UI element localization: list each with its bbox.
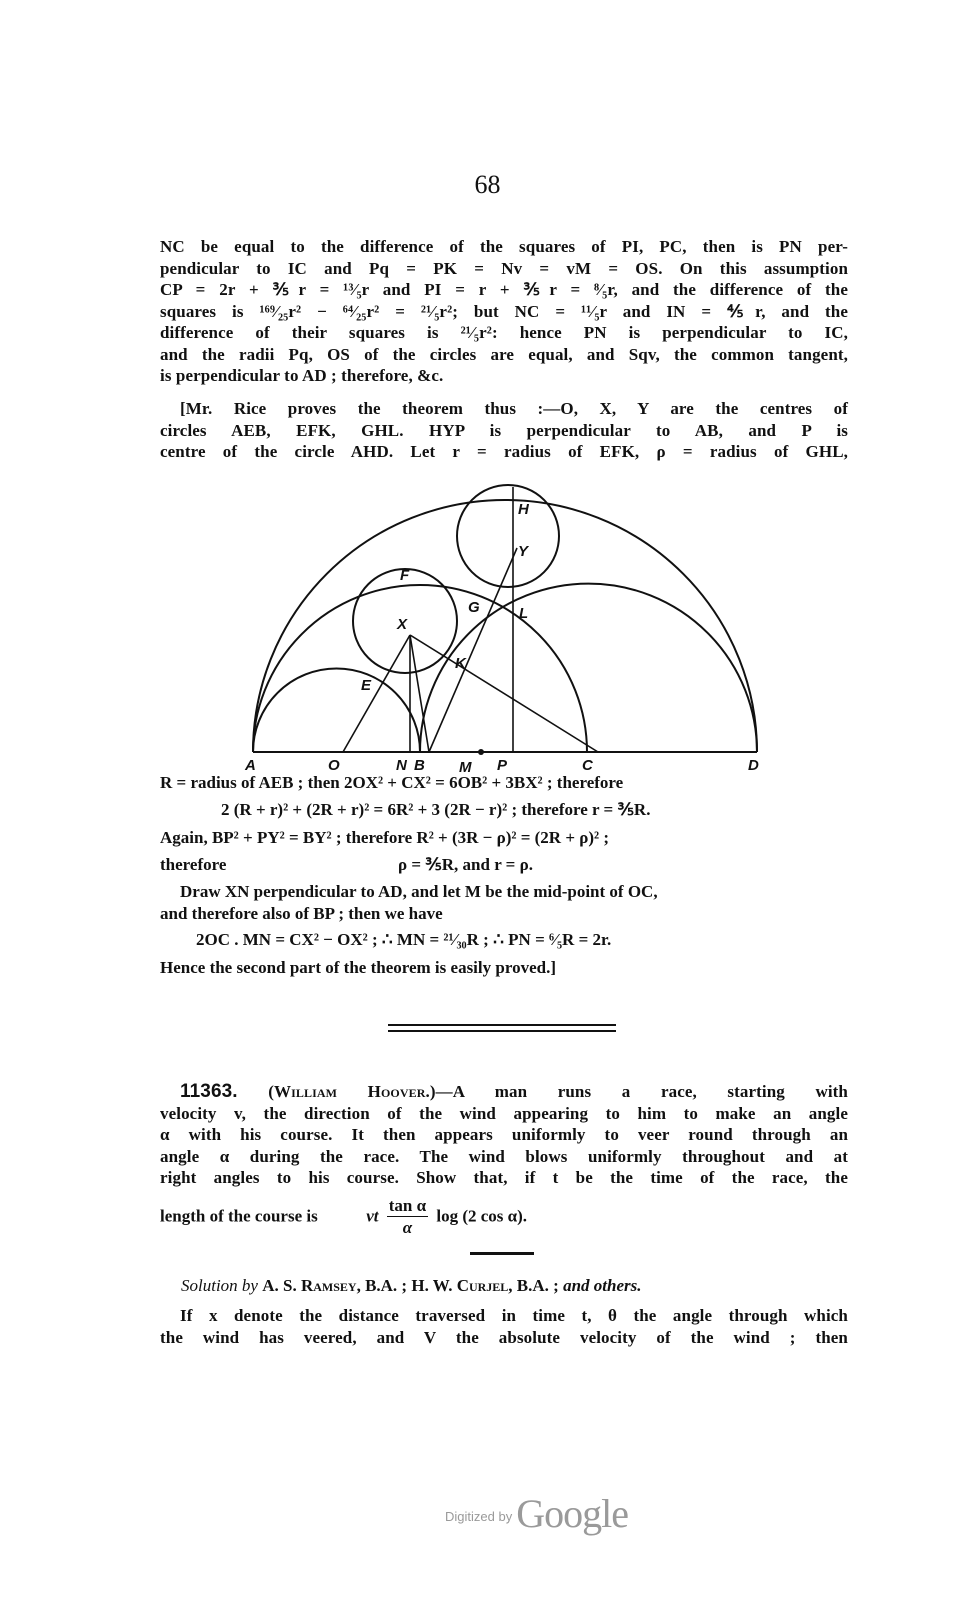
text-line: is perpendicular to AD ; therefore, &c. [160, 366, 444, 385]
solution-authors: A. S. Ramsey, B.A. ; H. W. Curjel, B.A. ; [262, 1276, 559, 1295]
line-OX [343, 635, 410, 752]
text-line-6: and therefore also of BP ; then we have [160, 904, 443, 923]
label-C: C [582, 757, 593, 774]
semicircle-AHD [253, 500, 757, 752]
short-rule [470, 1252, 534, 1255]
line-BY [429, 548, 517, 752]
equation-line-3: Again, BP² + PY² = BY² ; therefore R² + (3R − ρ)² = (2R + ρ)² ; [160, 828, 610, 847]
geometry-diagram [0, 0, 975, 780]
text-line: If x denote the distance traversed in time t, θ the angle through which [180, 1306, 848, 1325]
equation-line-2: 2 (R + r)² + (2R + r)² = 6R² + 3 (2R − r)² ; therefore r = ⅗R. [221, 800, 651, 819]
formula-suffix: log (2 cos α). [436, 1206, 528, 1226]
problem-statement [160, 1081, 848, 1189]
text-line: pendicular to IC and Pq = PK = Nv = vM = OS. On this assumption [160, 258, 848, 278]
solution-paragraph [160, 1305, 848, 1348]
text-line: velocity v, the direction of the wind appearing to him to make an angle [160, 1103, 848, 1123]
label-A: A [245, 757, 256, 774]
text-line: difference of their squares is ²¹⁄₅r²: hence PN is perpendicular to IC, [160, 323, 848, 342]
label-D: D [748, 757, 759, 774]
formula-vt: vt [366, 1206, 379, 1226]
equation-line-4: ρ = ⅗R, and r = ρ. [398, 855, 533, 874]
google-logo: Google [516, 1491, 628, 1536]
fraction-numerator: tan α [388, 1196, 427, 1215]
section-divider-bottom [388, 1030, 616, 1032]
page-number: 68 [474, 170, 501, 199]
equation-line-7: 2OC . MN = CX² − OX² ; ∴ MN = ²¹⁄₃₀R ; ∴ PN = ⁶⁄₅R = 2r. [196, 930, 612, 949]
label-B: B [414, 757, 425, 774]
text-line: centre of the circle AHD. Let r = radius of EFK, ρ = radius of GHL, [160, 442, 848, 461]
text-line: right angles to his course. Show that, if t be the time of the race, the [160, 1168, 848, 1187]
solution-by: Solution by [181, 1276, 258, 1295]
formula-fraction [387, 1196, 428, 1239]
formula-line [160, 1196, 527, 1239]
label-E: E [361, 677, 372, 694]
line-XB [410, 635, 429, 752]
text-line: [Mr. Rice proves the theorem thus :—O, X, Y are the centres of [180, 399, 848, 418]
label-H: H [518, 501, 529, 518]
label-Y: Y [518, 543, 529, 560]
label-K: K [455, 655, 466, 672]
midpoint-M-dot [478, 749, 484, 755]
section-divider-top [388, 1024, 616, 1026]
label-X: X [397, 616, 408, 633]
problem-first-line [160, 1081, 848, 1103]
equation-line-4-left: therefore [160, 855, 227, 874]
problem-number: 11363. [180, 1081, 238, 1102]
text-line-8: Hence the second part of the theorem is easily proved.] [160, 958, 556, 977]
problem-author: (William Hoover.) [268, 1082, 436, 1101]
text-line: α with his course. It then appears uniformly to veer round through an [160, 1125, 848, 1144]
semicircle-AFC [253, 585, 587, 752]
text-line: squares is ¹⁶⁹⁄₂₅r² − ⁶⁴⁄₂₅r² = ²¹⁄₅r²; but NC = ¹¹⁄₅r and IN = ⅘r, and the [160, 301, 848, 321]
digitized-watermark [445, 1490, 628, 1537]
text-line-5: Draw XN perpendicular to AD, and let M be the mid-point of OC, [180, 882, 658, 901]
line-XC [410, 635, 598, 752]
label-O: O [328, 757, 340, 774]
text-line: NC be equal to the difference of the squares of PI, PC, then is PN per- [160, 237, 848, 256]
watermark-prefix: Digitized by [445, 1509, 513, 1524]
text-line: CP = 2r + ⅗r = ¹³⁄₅r and PI = r + ⅗r = ⁸⁄₅r, and the difference of the [160, 280, 848, 299]
equation-line-1: R = radius of AEB ; then 2OX² + CX² = 6OB² + 3BX² ; therefore [160, 773, 624, 792]
fraction-denominator: α [402, 1218, 413, 1237]
label-L: L [519, 605, 529, 622]
label-M: M [459, 759, 472, 776]
formula-prefix: length of the course is [160, 1206, 318, 1226]
solution-credit [181, 1276, 642, 1296]
label-F: F [400, 567, 410, 584]
text-line: circles AEB, EFK, GHL. HYP is perpendicular to AB, and P is [160, 420, 848, 440]
text-line: angle α during the race. The wind blows uniformly throughout and at [160, 1146, 848, 1166]
text-line: —A man runs a race, starting with [435, 1082, 848, 1101]
label-N: N [396, 757, 407, 774]
label-P: P [497, 757, 508, 774]
semicircle-AEB [253, 669, 420, 753]
solution-others: and others. [563, 1276, 642, 1295]
text-line: and the radii Pq, OS of the circles are equal, and Sqv, the common tangent, [160, 344, 848, 364]
text-line: the wind has veered, and V the absolute velocity of the wind ; then [160, 1327, 848, 1347]
label-G: G [468, 599, 480, 616]
